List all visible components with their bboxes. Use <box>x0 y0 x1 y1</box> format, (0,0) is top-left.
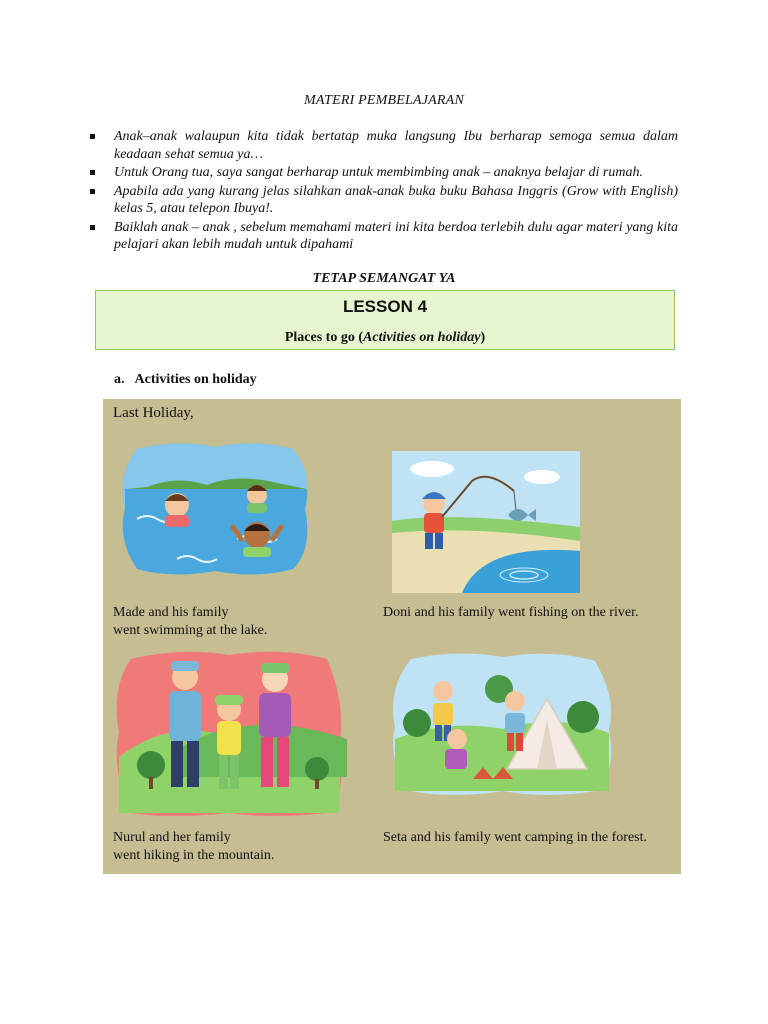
lesson-subtitle-suffix: ) <box>480 330 486 345</box>
motto: TETAP SEMANGAT YA <box>312 271 456 286</box>
bullet-text: Apabila ada yang kurang jelas silahkan anak-anak buka buku Bahasa Inggris (Grow with English) kelas 5, atau telepon Ibuya!. <box>114 183 678 216</box>
lesson-subtitle-prefix: Places to go ( <box>284 330 364 345</box>
lesson-subtitle <box>96 330 674 346</box>
fishing-illustration <box>392 451 580 593</box>
activity-panel <box>103 399 681 874</box>
bullet-text: Anak–anak walaupun kita tidak bertatap muka langsung Ibu berharap semoga semua dalam keadaan sehat semua ya… <box>114 129 678 162</box>
caption-line: Seta and his family went camping in the forest. <box>383 830 647 845</box>
caption-line: Doni and his family went fishing on the river. <box>383 605 639 620</box>
bullet-icon <box>90 134 95 139</box>
bullet-item <box>90 128 678 163</box>
hiking-illustration <box>111 647 347 819</box>
section-heading <box>114 372 257 388</box>
caption-swimming <box>113 604 267 640</box>
caption-fishing <box>383 604 638 622</box>
bullet-text: Baiklah anak – anak , sebelum memahami materi ini kita berdoa terlebih dulu agar materi yang kita pelajari akan lebih mudah untuk dipahami <box>114 219 678 252</box>
lesson-subtitle-italic: Activities on holiday <box>363 330 481 345</box>
caption-hiking <box>113 829 274 865</box>
bullet-icon <box>90 189 95 194</box>
bullet-text: Untuk Orang tua, saya sangat berharap untuk membimbing anak – anaknya belajar di rumah. <box>114 165 643 180</box>
lesson-title: LESSON 4 <box>342 297 428 316</box>
bullet-icon <box>90 170 95 175</box>
caption-line: Made and his family <box>113 605 229 620</box>
caption-camping <box>383 829 647 847</box>
activity-intro: Last Holiday, <box>113 405 194 421</box>
section-number: a. <box>114 372 125 387</box>
caption-line: Nurul and her family <box>113 830 231 845</box>
bullet-item <box>90 219 678 254</box>
caption-line: went hiking in the mountain. <box>113 848 275 863</box>
lesson-box <box>95 290 675 350</box>
bullet-item <box>90 164 678 182</box>
bullet-item <box>90 183 678 218</box>
page-heading: MATERI PEMBELAJARAN <box>304 93 464 108</box>
camping-illustration <box>387 649 617 799</box>
caption-line: went swimming at the lake. <box>113 623 268 638</box>
bullet-icon <box>90 225 95 230</box>
swimming-illustration <box>117 439 313 579</box>
bullet-list <box>90 128 678 255</box>
section-title: Activities on holiday <box>134 372 257 387</box>
